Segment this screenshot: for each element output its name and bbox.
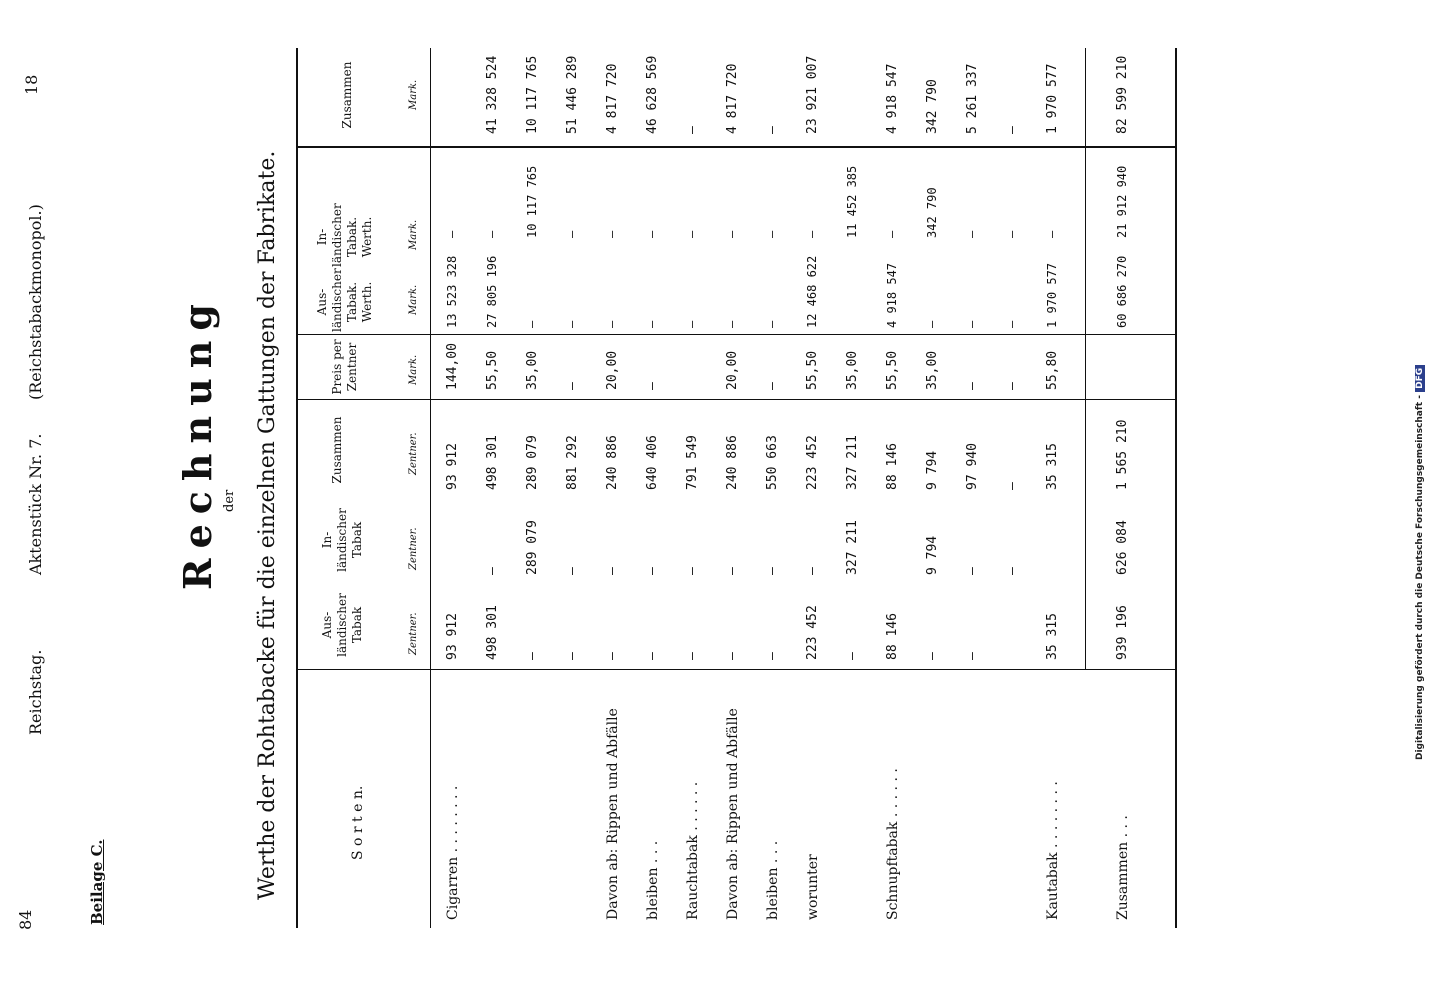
cell-ausl-w: — bbox=[565, 320, 579, 328]
cell-inl-w: — bbox=[605, 230, 619, 238]
totals-ausl-werth: 60 686 270 bbox=[1115, 255, 1129, 328]
cell-inl: — bbox=[725, 567, 740, 575]
cell-ausl-w: — bbox=[645, 320, 659, 328]
cell-ausl: — bbox=[605, 652, 620, 660]
cell-inl: — bbox=[685, 567, 700, 575]
cell-ausl-w: — bbox=[685, 320, 699, 328]
table-top-rule bbox=[296, 48, 298, 928]
cell-inl-w: — bbox=[1045, 230, 1059, 238]
cell-zus-w: 4 817 720 bbox=[605, 63, 620, 134]
cell-inl-w: — bbox=[565, 230, 579, 238]
title-der: der bbox=[222, 489, 237, 512]
running-head-aktenstueck: Aktenstück Nr. 7. bbox=[26, 433, 45, 575]
cell-preis: — bbox=[765, 382, 780, 390]
dfg-credit bbox=[1415, 365, 1425, 760]
cell-ausl: 498 301 bbox=[485, 605, 500, 660]
cell-inl-w: — bbox=[445, 230, 459, 238]
cell-ausl: — bbox=[645, 652, 660, 660]
totals-ausl-zentner: 939 196 bbox=[1115, 605, 1130, 660]
cell-zus: 240 886 bbox=[725, 435, 740, 490]
cell-zus-w: 1 970 577 bbox=[1045, 63, 1060, 134]
col-divider-zentner bbox=[296, 399, 1176, 400]
cell-ausl-w: — bbox=[605, 320, 619, 328]
unit-zentner-1: Zentner. bbox=[408, 612, 419, 655]
cell-inl: — bbox=[805, 567, 820, 575]
totals-inl-zentner: 626 084 bbox=[1115, 520, 1130, 575]
cell-ausl: — bbox=[925, 652, 940, 660]
cell-preis: 55,50 bbox=[885, 350, 900, 390]
cell-label: bleiben . . . bbox=[645, 840, 661, 920]
cell-inl: — bbox=[1005, 567, 1020, 575]
cell-zus: 93 912 bbox=[445, 443, 460, 490]
cell-zus-w: 41 328 524 bbox=[485, 55, 500, 134]
cell-zus-w: 23 921 007 bbox=[805, 55, 820, 134]
totals-label: Zusammen . . . bbox=[1115, 815, 1131, 920]
cell-zus-w: 5 261 337 bbox=[965, 63, 980, 134]
dfg-logo: DFG bbox=[1415, 365, 1425, 392]
cell-ausl-w: 27 805 196 bbox=[485, 255, 499, 328]
cell-ausl: — bbox=[525, 652, 540, 660]
cell-preis: 20,00 bbox=[605, 350, 620, 390]
cell-ausl-w: 12 468 622 bbox=[805, 255, 819, 328]
cell-zus: 88 146 bbox=[885, 443, 900, 490]
cell-zus: 791 549 bbox=[685, 435, 700, 490]
cell-inl-w: — bbox=[1005, 230, 1019, 238]
totals-inl-werth: 21 912 940 bbox=[1115, 165, 1129, 238]
cell-preis: 55,50 bbox=[485, 350, 500, 390]
cell-zus-w: 10 117 765 bbox=[525, 55, 540, 134]
cell-inl-w: 10 117 765 bbox=[525, 165, 539, 238]
cell-ausl: — bbox=[685, 652, 700, 660]
col-header-sorten: S o r t e n. bbox=[350, 785, 366, 860]
cell-zus-w: 342 790 bbox=[925, 79, 940, 134]
cell-zus-w: 46 628 569 bbox=[645, 55, 660, 134]
cell-zus: 240 886 bbox=[605, 435, 620, 490]
cell-inl-w: 11 452 385 bbox=[845, 165, 859, 238]
cell-zus-w: 4 918 547 bbox=[885, 63, 900, 134]
document-subtitle: Werthe der Rohtabacke für die einzelnen Gattungen der Fabrikate. bbox=[255, 150, 280, 900]
cell-zus-w: 51 446 289 bbox=[565, 55, 580, 134]
cell-ausl-w: — bbox=[725, 320, 739, 328]
cell-inl-w: — bbox=[965, 230, 979, 238]
cell-ausl-w: — bbox=[1005, 320, 1019, 328]
cell-label: worunter bbox=[805, 854, 821, 920]
unit-mark-1: Mark. bbox=[408, 284, 419, 315]
cell-inl: — bbox=[565, 567, 580, 575]
table-bottom-rule bbox=[1175, 48, 1177, 928]
totals-zus-werth: 82 599 210 bbox=[1115, 55, 1130, 134]
cell-zus-w: — bbox=[1005, 126, 1020, 134]
running-head-topic: (Reichstabackmonopol.) bbox=[26, 204, 45, 400]
unit-zentner-2: Zentner. bbox=[408, 527, 419, 570]
cell-ausl-w: 13 523 328 bbox=[445, 255, 459, 328]
cell-ausl: 88 146 bbox=[885, 613, 900, 660]
cell-zus: 97 940 bbox=[965, 443, 980, 490]
cell-preis: 20,00 bbox=[725, 350, 740, 390]
cell-label: Kautabak . . . . . . . . bbox=[1045, 781, 1061, 920]
col-header-inlaendisch-zentner: In-ländischer Tabak bbox=[320, 508, 364, 572]
cell-ausl: — bbox=[965, 652, 980, 660]
cell-zus: 289 079 bbox=[525, 435, 540, 490]
cell-label: Davon ab: Rippen und Abfälle bbox=[605, 708, 621, 920]
cell-preis: 35,00 bbox=[845, 350, 860, 390]
col-divider-sorten bbox=[296, 669, 1176, 670]
cell-inl: — bbox=[765, 567, 780, 575]
cell-ausl-w: 4 918 547 bbox=[885, 262, 899, 328]
cell-label: Schnupftabak . . . . . . bbox=[885, 768, 901, 920]
cell-ausl: — bbox=[845, 652, 860, 660]
cell-ausl: — bbox=[765, 652, 780, 660]
cell-ausl: — bbox=[565, 652, 580, 660]
cell-preis: 35,00 bbox=[925, 350, 940, 390]
cell-preis: 55,50 bbox=[805, 350, 820, 390]
cell-ausl: 93 912 bbox=[445, 613, 460, 660]
col-header-zusammen-werth: Zusammen bbox=[340, 61, 354, 129]
unit-mark-preis: Mark. bbox=[408, 354, 419, 385]
cell-label: Davon ab: Rippen und Abfälle bbox=[725, 708, 741, 920]
cell-inl: — bbox=[605, 567, 620, 575]
cell-ausl-w: — bbox=[925, 320, 939, 328]
cell-zus-w: — bbox=[765, 126, 780, 134]
cell-inl-w: — bbox=[725, 230, 739, 238]
cell-zus: 640 406 bbox=[645, 435, 660, 490]
cell-preis: 144,00 bbox=[445, 343, 460, 390]
cell-inl: 327 211 bbox=[845, 520, 860, 575]
cell-inl: — bbox=[645, 567, 660, 575]
col-header-auslaendisch-zentner: Aus-ländischer Tabak bbox=[320, 593, 364, 657]
cell-inl-w: — bbox=[485, 230, 499, 238]
cell-preis: — bbox=[1005, 382, 1020, 390]
running-head-year: 18 bbox=[22, 74, 41, 95]
cell-zus: 881 292 bbox=[565, 435, 580, 490]
cell-zus: 550 663 bbox=[765, 435, 780, 490]
cell-label: Cigarren . . . . . . . . bbox=[445, 785, 461, 920]
cell-inl-w: — bbox=[885, 230, 899, 238]
cell-preis: — bbox=[565, 382, 580, 390]
cell-preis: 55,80 bbox=[1045, 350, 1060, 390]
beilage-label: Beilage C. bbox=[88, 839, 106, 925]
cell-ausl-w: — bbox=[765, 320, 779, 328]
cell-inl: — bbox=[485, 567, 500, 575]
cell-inl-w: — bbox=[685, 230, 699, 238]
cell-zus: 327 211 bbox=[845, 435, 860, 490]
cell-inl: 9 794 bbox=[925, 535, 940, 575]
document-title: Rechnung bbox=[175, 294, 220, 590]
unit-zentner-3: Zentner. bbox=[408, 432, 419, 475]
cell-ausl: — bbox=[725, 652, 740, 660]
cell-ausl: 35 315 bbox=[1045, 613, 1060, 660]
cell-inl: 289 079 bbox=[525, 520, 540, 575]
cell-label: Rauchtabak . . . . . . bbox=[685, 781, 701, 920]
cell-inl-w: — bbox=[805, 230, 819, 238]
cell-inl-w: 342 790 bbox=[925, 187, 939, 238]
cell-preis: 35,00 bbox=[525, 350, 540, 390]
cell-zus: 223 452 bbox=[805, 435, 820, 490]
cell-zus: 9 794 bbox=[925, 450, 940, 490]
cell-preis: — bbox=[965, 382, 980, 390]
cell-ausl-w: — bbox=[525, 320, 539, 328]
cell-inl-w: — bbox=[645, 230, 659, 238]
cell-ausl-w: — bbox=[965, 320, 979, 328]
running-head-reichstag: Reichstag. bbox=[26, 649, 45, 735]
page-number: 84 bbox=[16, 909, 35, 930]
cell-label: bleiben . . . bbox=[765, 840, 781, 920]
cell-zus: 35 315 bbox=[1045, 443, 1060, 490]
cell-ausl: 223 452 bbox=[805, 605, 820, 660]
dfg-credit-text: Digitalisierung gefördert durch die Deutsche Forschungsgemeinschaft - bbox=[1415, 395, 1425, 760]
col-header-auslaendisch-werth: Aus-ländischer Tabak. Werth. bbox=[315, 268, 374, 332]
cell-zus: — bbox=[1005, 482, 1020, 490]
cell-zus-w: 4 817 720 bbox=[725, 63, 740, 134]
col-divider-preis bbox=[296, 334, 1176, 335]
col-header-inlaendisch-werth: In-ländischer Tabak. Werth. bbox=[315, 203, 374, 267]
col-header-zusammen-zentner: Zusammen bbox=[330, 416, 344, 484]
col-divider-werth bbox=[296, 146, 1176, 148]
cell-zus: 498 301 bbox=[485, 435, 500, 490]
unit-mark-3: Mark. bbox=[408, 79, 419, 110]
col-header-preis: Preis per Zentner bbox=[330, 339, 359, 395]
cell-inl: — bbox=[965, 567, 980, 575]
cell-inl-w: — bbox=[765, 230, 779, 238]
totals-zus-zentner: 1 565 210 bbox=[1115, 419, 1130, 490]
cell-ausl-w: 1 970 577 bbox=[1045, 262, 1059, 328]
cell-zus-w: — bbox=[685, 126, 700, 134]
table-header-rule bbox=[430, 48, 431, 928]
totals-rule bbox=[1085, 48, 1086, 670]
unit-mark-2: Mark. bbox=[408, 219, 419, 250]
cell-preis: — bbox=[645, 382, 660, 390]
